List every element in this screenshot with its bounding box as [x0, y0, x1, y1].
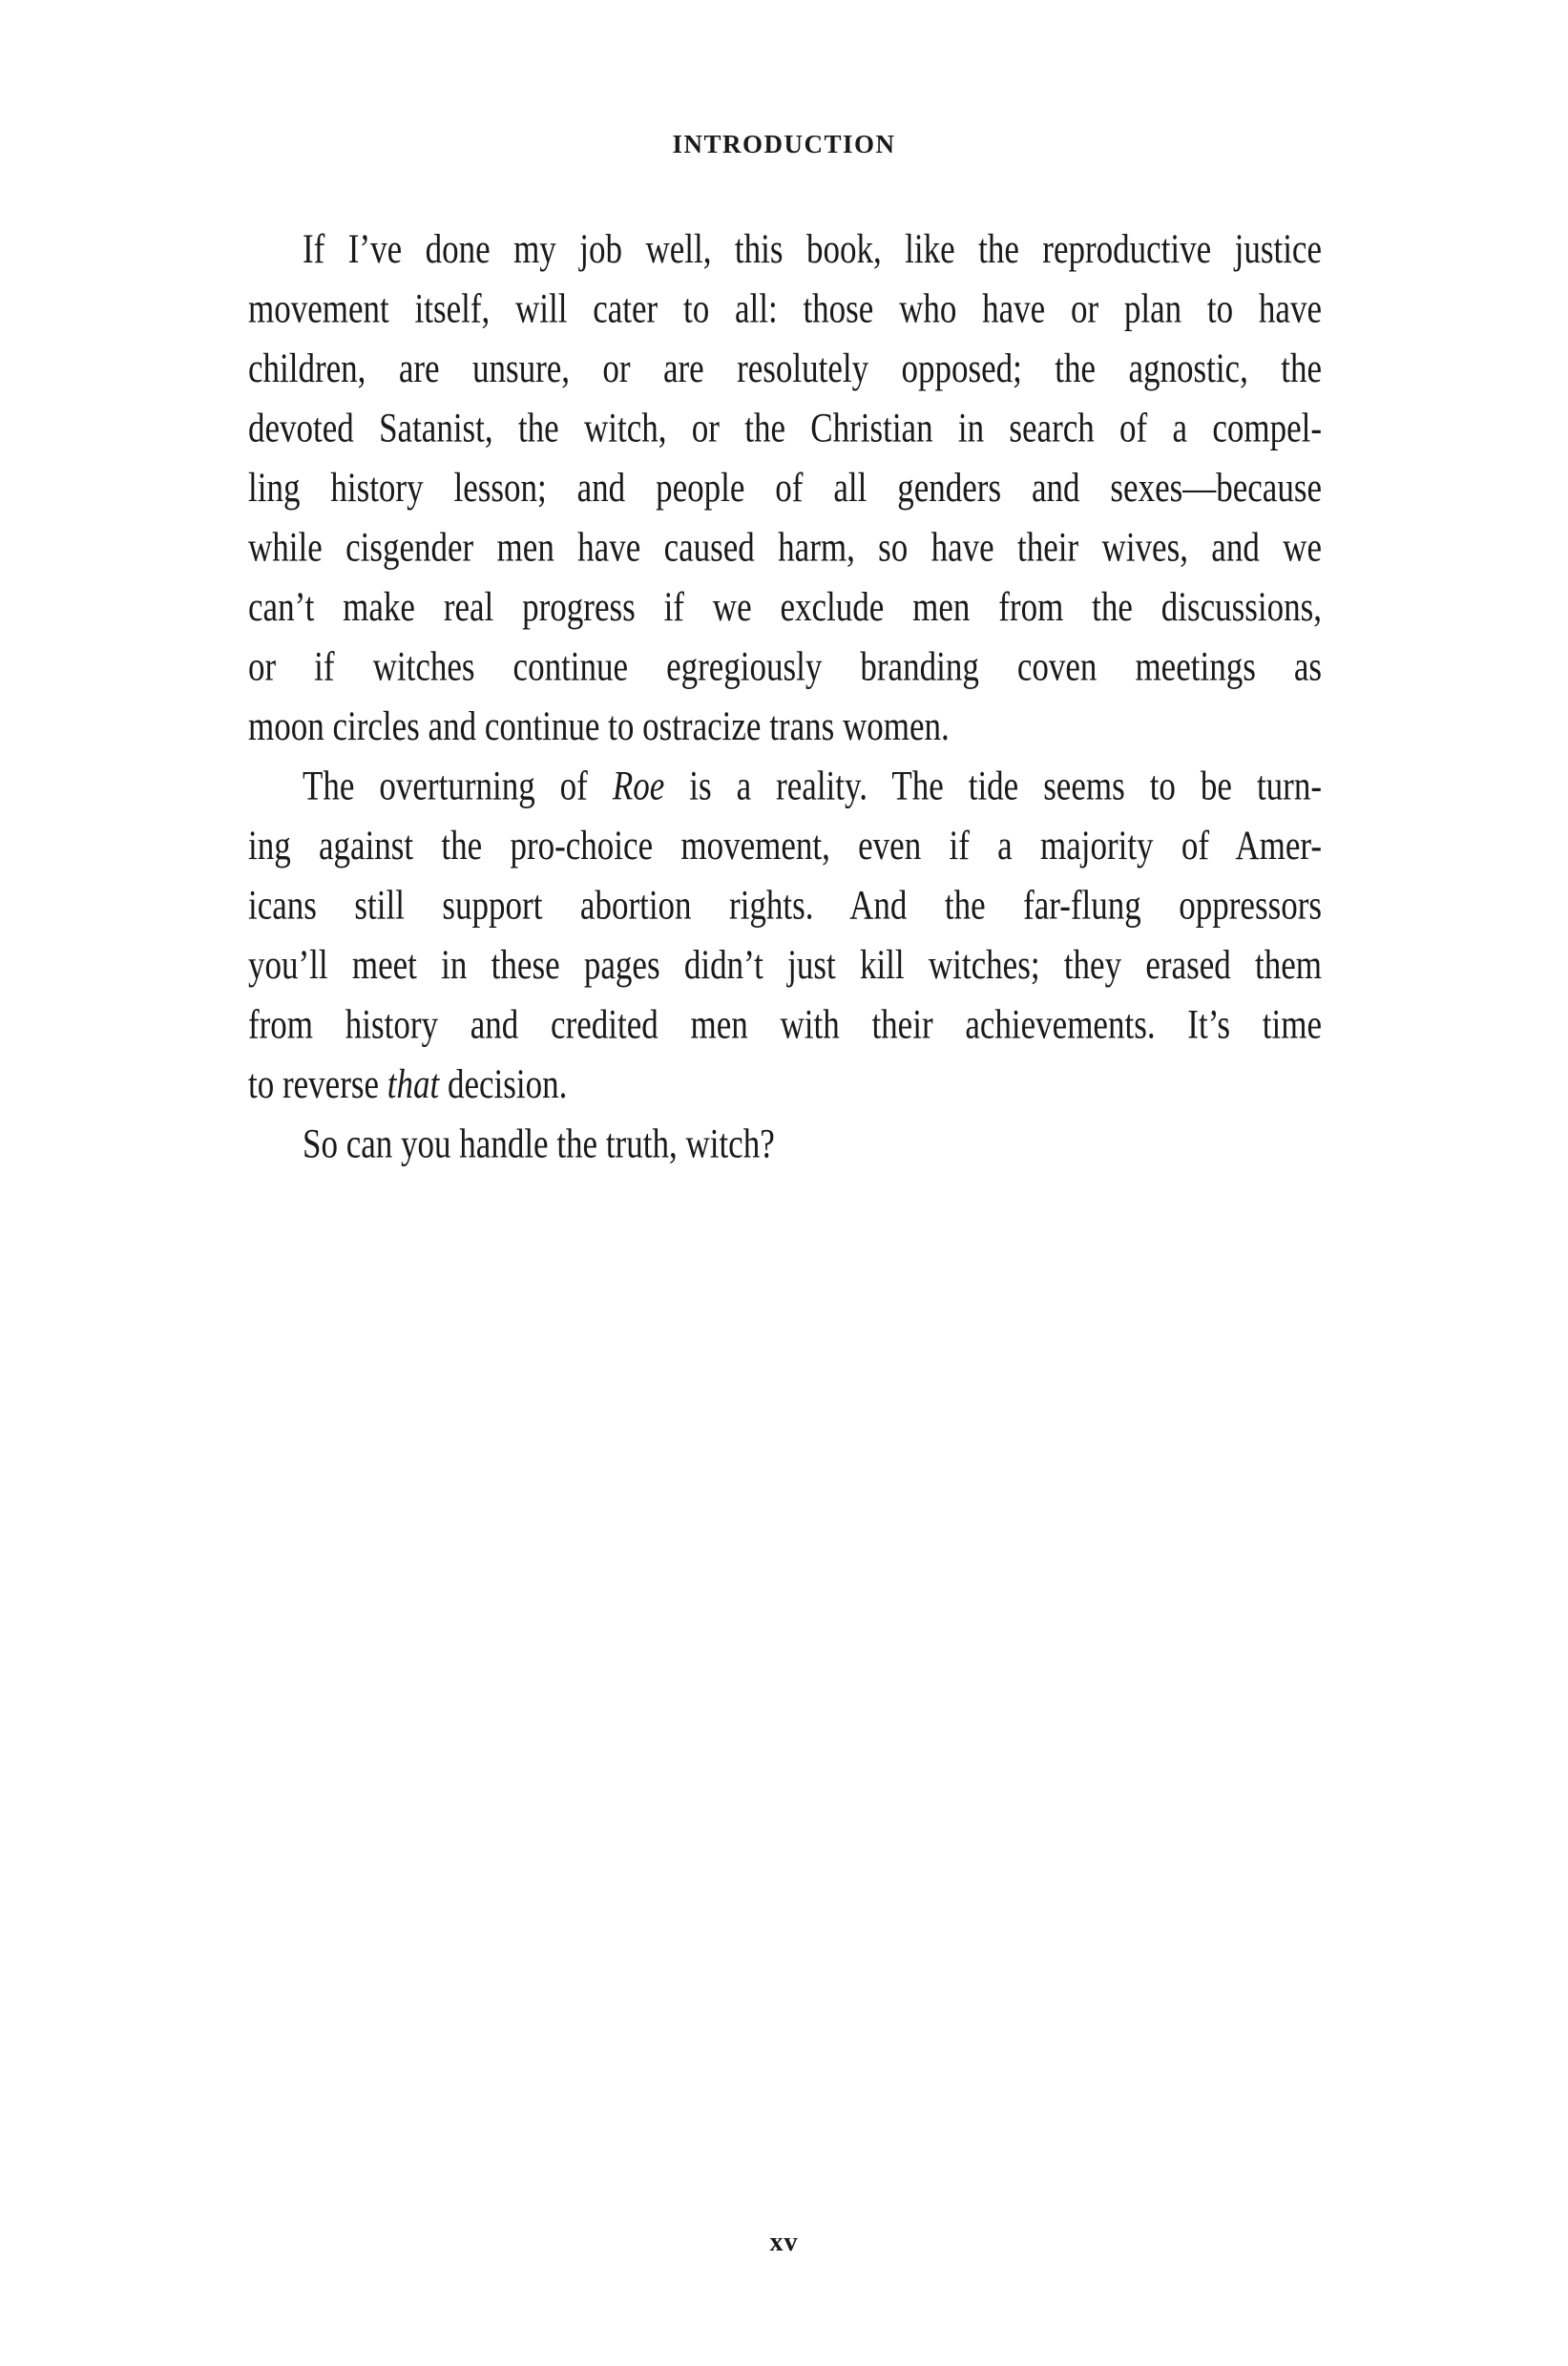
italic-text: Roe: [612, 762, 665, 809]
text-line: [248, 876, 1322, 936]
text-line: [248, 995, 1322, 1056]
body-text: children, are unsure, or are resolutely opposed; the agnostic, the: [248, 345, 1322, 391]
body-text: moon circles and continue to ostracize trans women.: [248, 702, 950, 749]
text-line: [248, 399, 1322, 459]
body-text: to reverse: [248, 1060, 387, 1107]
body-text: is a reality. The tide seems to be turn-: [664, 762, 1322, 809]
text-block: [248, 220, 1322, 1174]
text-line: [248, 280, 1322, 340]
body-text: icans still support abortion rights. And the far-flung oppressors: [248, 881, 1322, 929]
page-number: xv: [769, 2228, 799, 2257]
body-text: movement itself, will cater to all: those who have or plan to have: [248, 284, 1322, 332]
body-text: while cisgender men have caused harm, so have their wives, and we: [248, 523, 1322, 571]
chapter-heading: INTRODUCTION: [672, 130, 896, 158]
body-text: devoted Satanist, the witch, or the Christian in search of a compel-: [248, 404, 1322, 451]
text-line: [248, 757, 1322, 817]
text-line: [248, 220, 1322, 280]
text-line: [248, 518, 1322, 578]
body-text: decision.: [439, 1060, 568, 1107]
body-text: ling history lesson; and people of all genders and sexes—because: [248, 464, 1322, 511]
text-line: [248, 816, 1322, 876]
text-line: [248, 638, 1322, 698]
body-text: from history and credited men with their achievements. It’s time: [248, 1000, 1322, 1048]
italic-text: that: [387, 1060, 440, 1107]
text-line: [248, 697, 1322, 757]
body-text: you’ll meet in these pages didn’t just kill witches; they erased them: [248, 941, 1322, 988]
body-text: can’t make real progress if we exclude men from the discussions,: [248, 583, 1322, 630]
text-line: [248, 458, 1322, 518]
text-line: [248, 1055, 1322, 1115]
text-line: [248, 1115, 1322, 1175]
text-line: [248, 577, 1322, 638]
body-text: The overturning of: [303, 762, 613, 809]
text-line: [248, 339, 1322, 399]
body-text: or if witches continue egregiously branding coven meetings as: [248, 642, 1322, 690]
body-text: ing against the pro-choice movement, even if a majority of Amer-: [248, 822, 1322, 869]
body-text: If I’ve done my job well, this book, like the reproductive justice: [303, 225, 1322, 272]
text-line: [248, 935, 1322, 995]
body-text: So can you handle the truth, witch?: [303, 1120, 775, 1167]
